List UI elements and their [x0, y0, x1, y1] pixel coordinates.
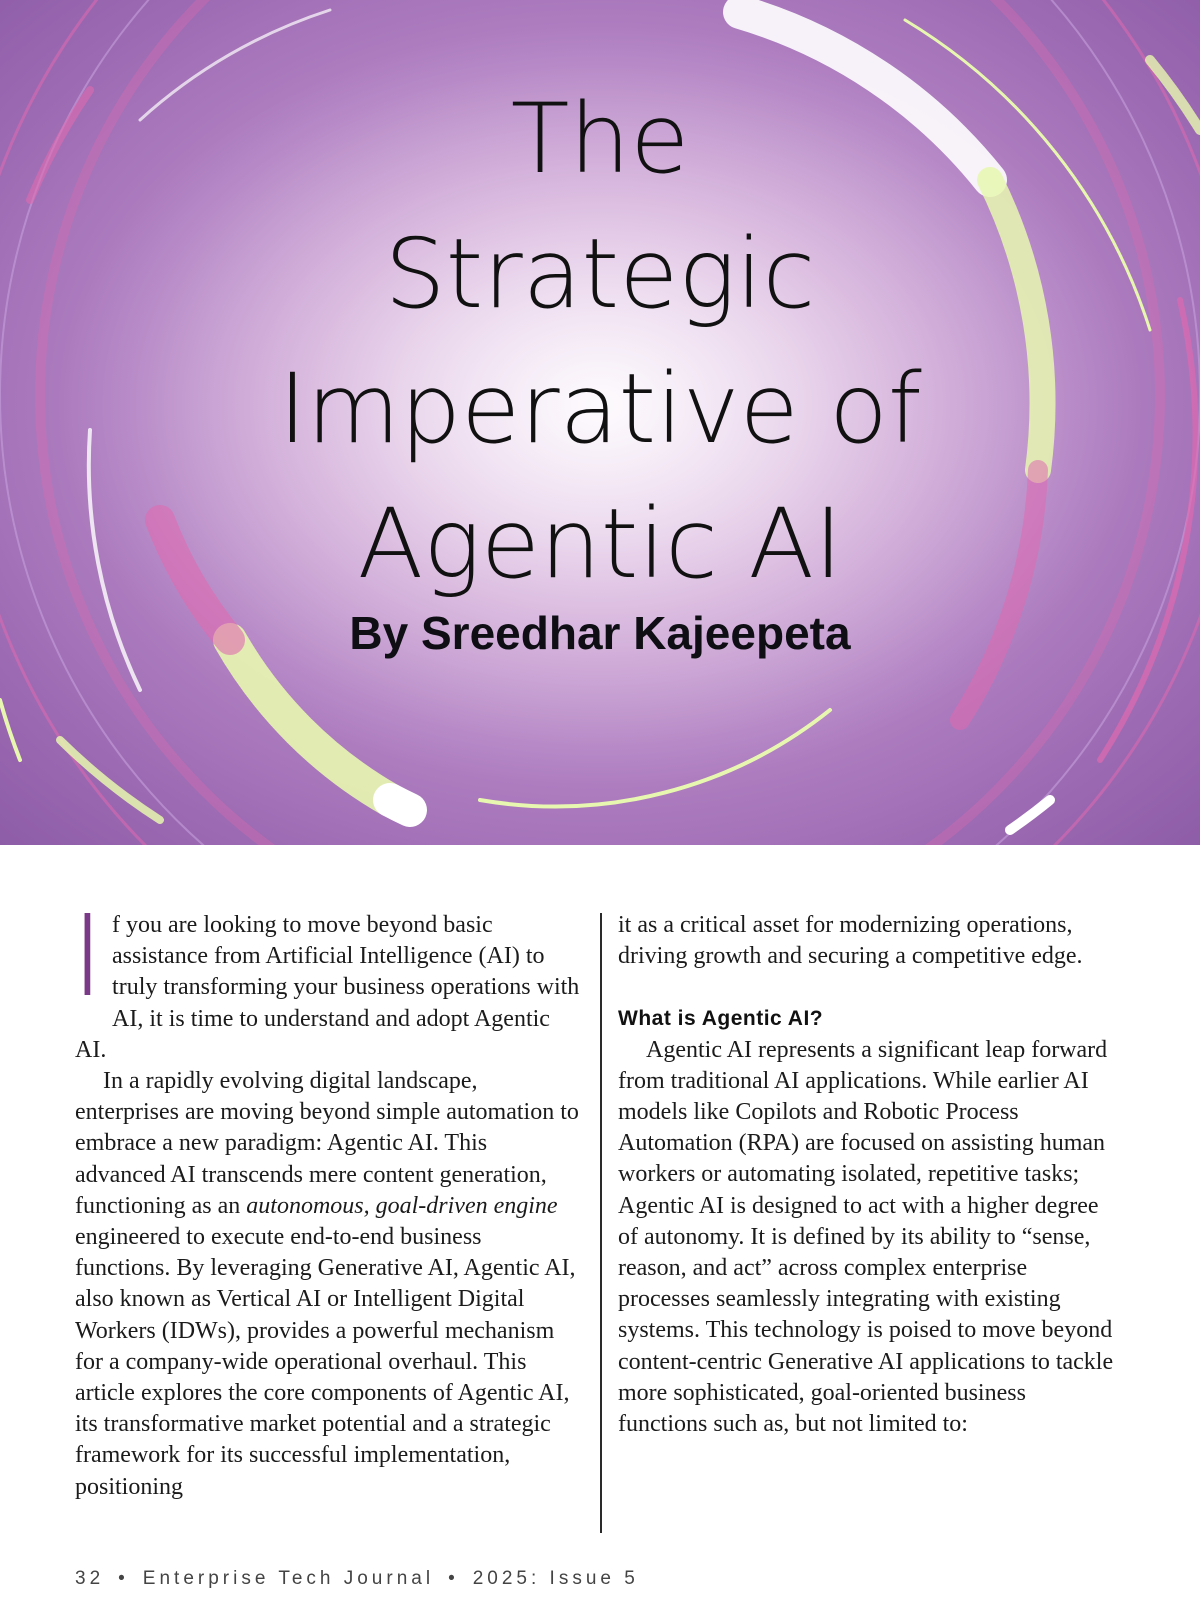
emphasis-text: autonomous, goal-driven engine [246, 1192, 558, 1219]
title-line: Agentic AI [357, 488, 843, 600]
body-paragraph-continued: it as a critical asset for modernizing operations, driving growth and securing a competitive edge. [618, 912, 1083, 970]
intro-paragraph [71, 892, 580, 1066]
author-byline: By Sreedhar Kajeepeta [349, 607, 851, 659]
section-heading: What is Agentic AI? [618, 1007, 824, 1031]
drop-cap: I [71, 892, 105, 1022]
title-line: Imperative of [278, 353, 922, 465]
body-paragraph: Agentic AI represents a significant leap forward from traditional AI applications. While earlier AI models like Copilots and Robotic Process Automation (RPA) are focused on assisting human workers or automating isolated, repetitive tasks; Agentic AI is designed to act with a higher degree of autonomy. It is defined by its ability to “sense, reason, and act” across complex enterprise processes seamlessly integrating with existing systems. This technology is poised to move beyond content-centric Generative AI applications to tackle more sophisticated, goal-oriented business functions such as, but not limited to: [618, 1036, 1114, 1438]
column-divider [600, 913, 602, 1533]
article-title [0, 72, 1200, 612]
body-paragraph [75, 1066, 580, 1503]
title-line: The [510, 83, 690, 195]
paragraph-text: engineered to execute end-to-end business functions. By leveraging Generative AI, Agentic AI, also known as Vertical AI or Intelligent Digital Workers (IDWs), provides a powerful mechanism for a company-wide operational overhaul. This article explores the core components of Agentic AI, its transformative market potential and a strategic framework for its successful implementation, positioning [75, 1224, 576, 1500]
article-column-left [71, 892, 580, 1503]
article-column-right [618, 910, 1118, 1440]
page-number: 32 [75, 1568, 105, 1589]
intro-text: f you are looking to move beyond basic assistance from Artificial Intelligence (AI) to truly transforming your business operations with AI, it is time to understand and adopt Agentic AI. [75, 912, 580, 1063]
title-line: Strategic [384, 218, 816, 330]
footer-separator: • [118, 1568, 129, 1589]
page-footer [75, 1568, 639, 1590]
issue-label: 2025: Issue 5 [472, 1568, 639, 1589]
paragraph-text: In a rapidly evolving digital landscape, enterprises are moving beyond simple automation to embrace a new paradigm: Agentic AI. This advanced AI transcends mere content generation, functioning as an [75, 1068, 579, 1219]
publication-name: Enterprise Tech Journal [142, 1568, 435, 1589]
footer-separator: • [448, 1568, 459, 1589]
